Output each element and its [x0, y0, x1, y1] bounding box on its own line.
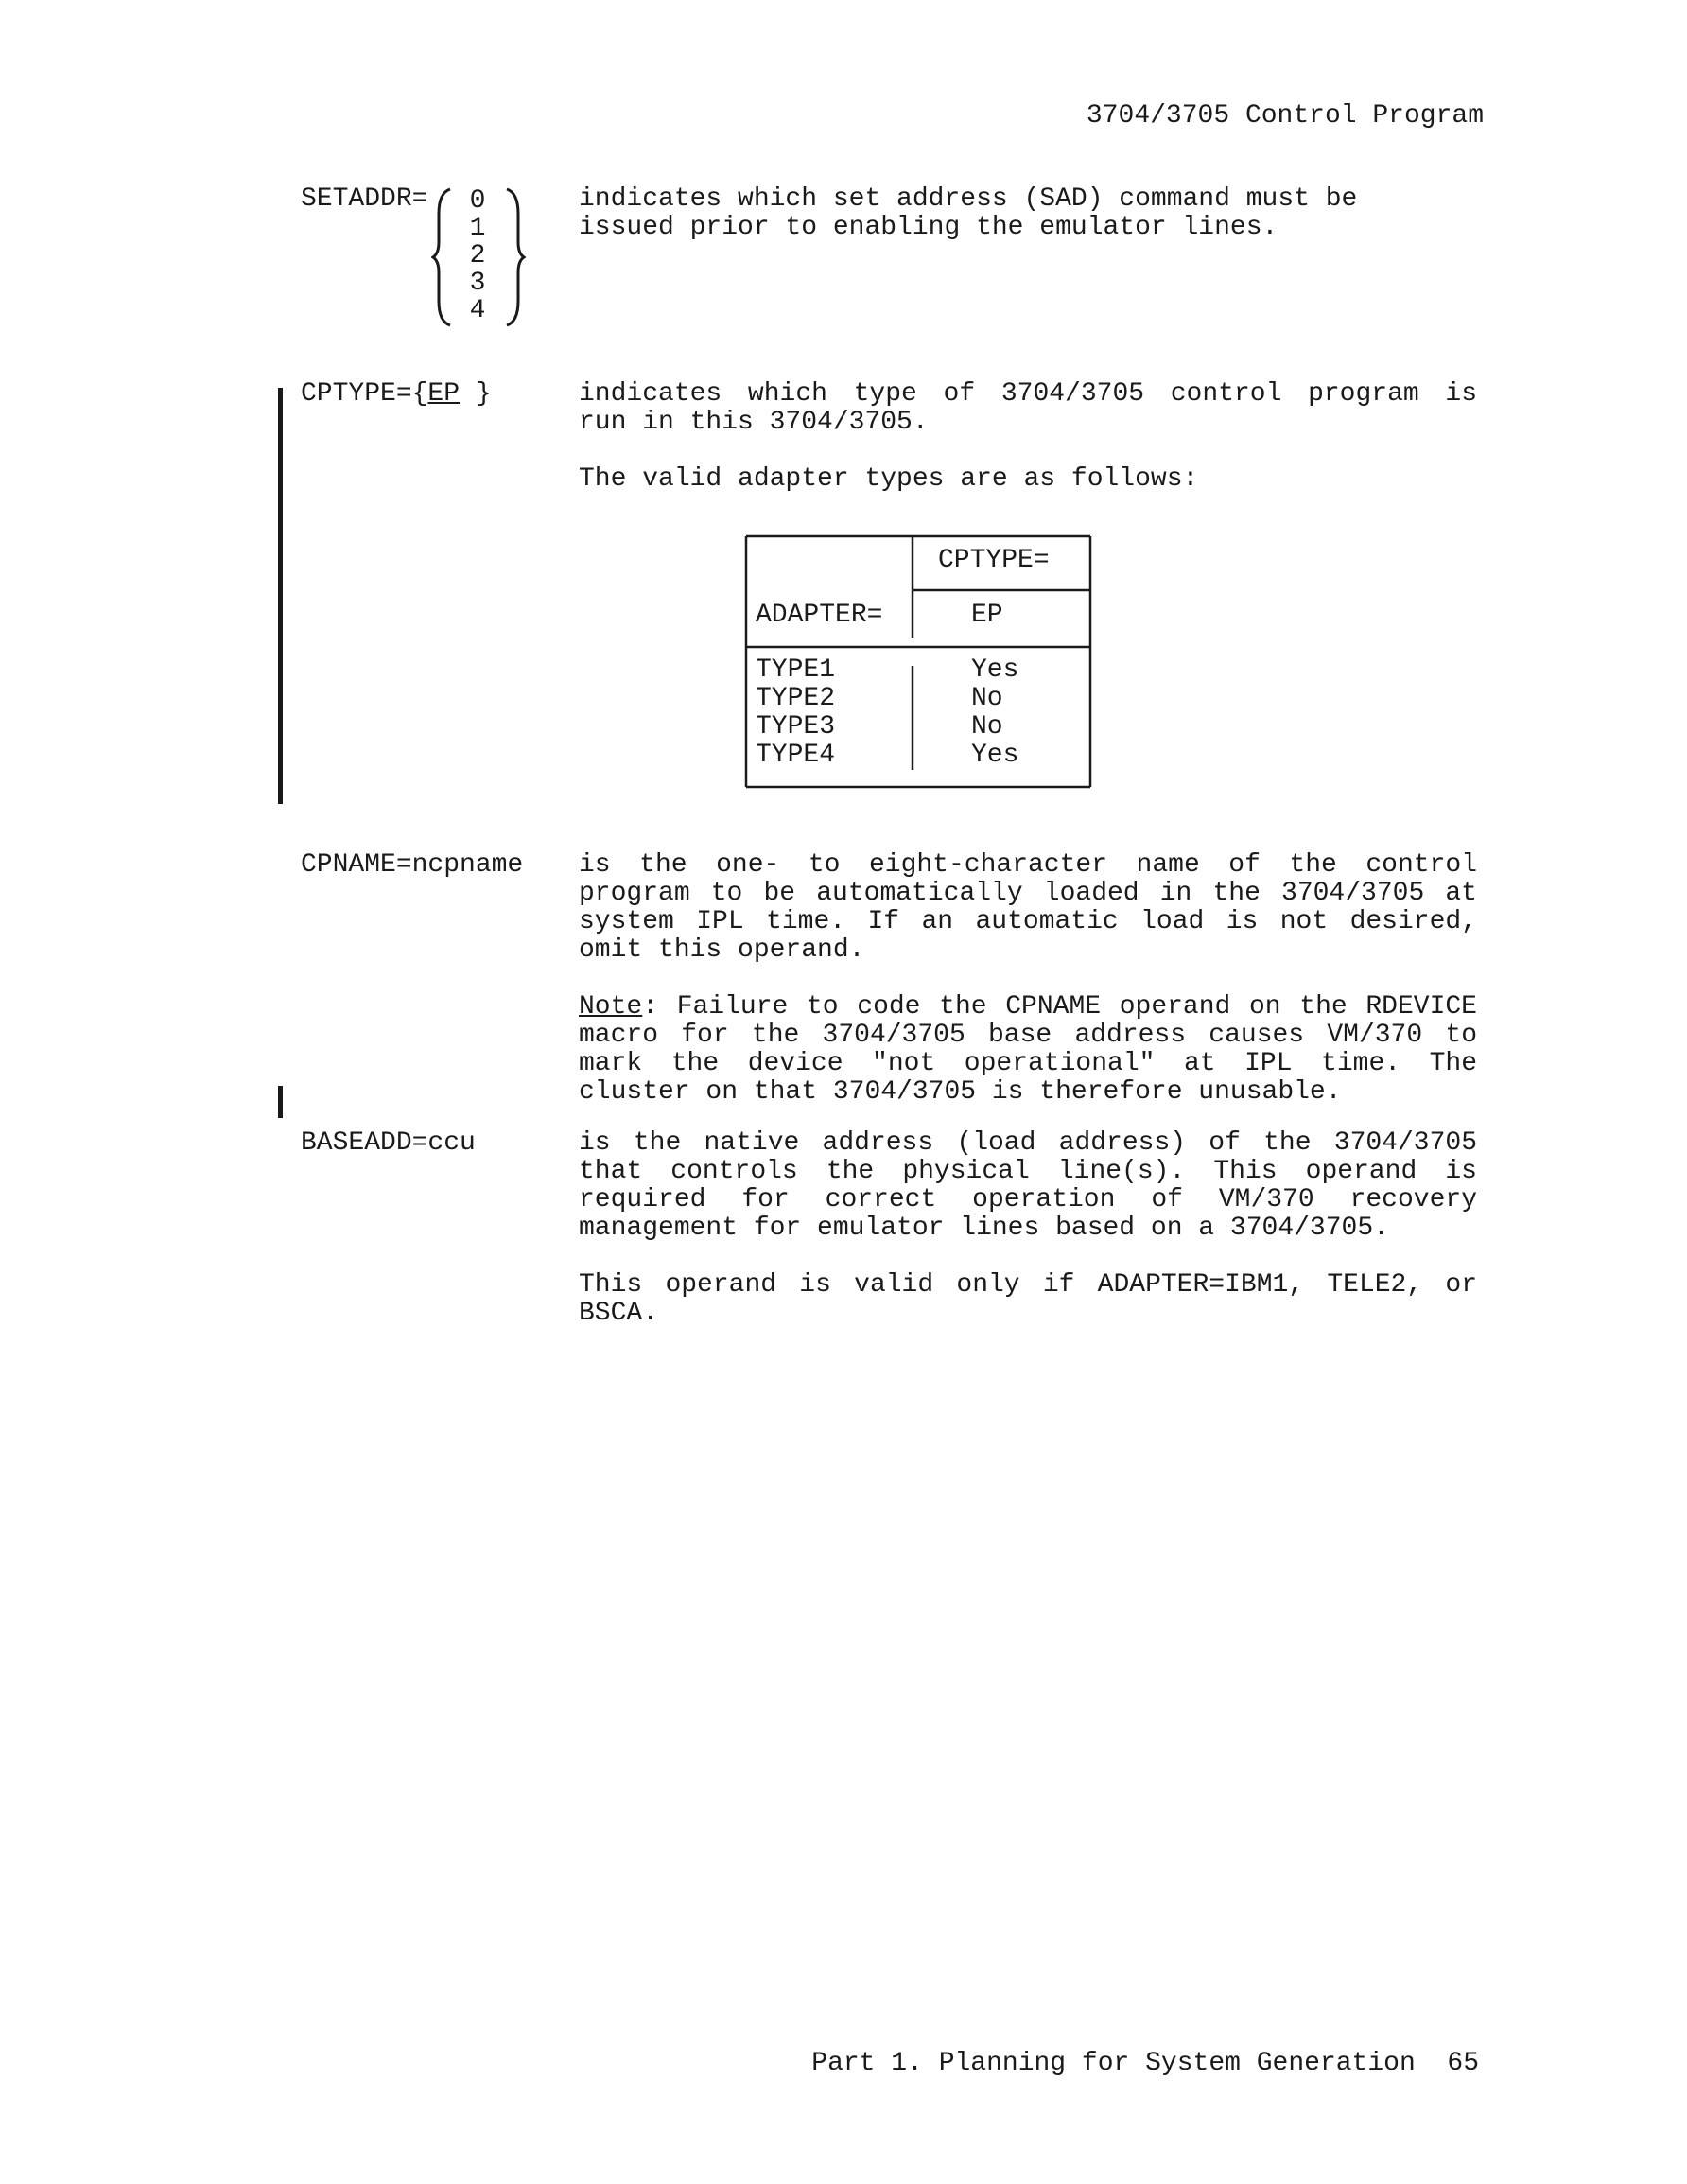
change-bar [278, 1086, 283, 1118]
setaddr-param: SETADDR= [301, 184, 428, 214]
table-header-cptype: CPTYPE= [938, 546, 1050, 575]
choice-value: 1 [469, 214, 486, 243]
text-line: run in this 3704/3705. [579, 408, 929, 437]
cptype-param [301, 380, 492, 409]
text-line: is the native address (load address) of the 3704/3705 [579, 1128, 1477, 1158]
text-line: macro for the 3704/3705 base address causes VM/370 to [579, 1021, 1477, 1050]
baseadd-param: BASEADD=ccu [301, 1128, 476, 1158]
table-cell-ep: Yes [971, 741, 1019, 770]
text-line: This operand is valid only if ADAPTER=IBM1, TELE2, or [579, 1270, 1477, 1300]
adapter-table [744, 533, 1092, 791]
cptype-default: EP [427, 379, 461, 409]
text-line: cluster on that 3704/3705 is therefore unusable. [579, 1077, 1342, 1107]
running-head: 3704/3705 Control Program [1086, 101, 1484, 131]
cptype-description [579, 380, 1477, 494]
table-cell-adapter: TYPE4 [756, 741, 836, 770]
text-line: omit this operand. [579, 935, 865, 965]
text-line: required for correct operation of VM/370 recovery [579, 1185, 1477, 1214]
table-subheader-ep: EP [971, 601, 1003, 630]
table-cell-adapter: TYPE2 [756, 684, 836, 713]
cptype-prefix: CPTYPE={ [301, 379, 428, 409]
text-line: system IPL time. If an automatic load is not desired, [579, 907, 1477, 936]
table-intro: The valid adapter types are as follows: [579, 464, 1199, 494]
text-line: issued prior to enabling the emulator lines. [579, 213, 1278, 242]
change-bar [278, 388, 283, 804]
footer-text: Part 1. Planning for System Generation [811, 2049, 1416, 2078]
baseadd-description [579, 1129, 1477, 1328]
page-footer [811, 2050, 1479, 2078]
table-cell-ep: Yes [971, 655, 1019, 685]
text-line: mark the device "not operational" at IPL time. The [579, 1049, 1477, 1078]
cpname-description [579, 851, 1477, 1107]
table-cell-adapter: TYPE1 [756, 655, 836, 685]
page-number: 65 [1447, 2049, 1479, 2078]
setaddr-choices [463, 187, 492, 324]
text-line: management for emulator lines based on a 3704/3705. [579, 1214, 1389, 1243]
choice-value: 4 [469, 296, 486, 325]
table-cell-adapter: TYPE3 [756, 712, 836, 742]
choice-value: 3 [469, 269, 486, 298]
note-label: Note [579, 992, 643, 1022]
choice-value: 2 [469, 241, 486, 271]
table-header-adapter: ADAPTER= [756, 601, 883, 630]
text-line: indicates which type of 3704/3705 control program is [579, 379, 1477, 409]
note-line [579, 993, 1477, 1022]
text-line: that controls the physical line(s). This operand is [579, 1157, 1477, 1186]
table-cell-ep: No [971, 712, 1003, 742]
note-text: : Failure to code the CPNAME operand on the RDEVICE [642, 992, 1477, 1022]
cptype-suffix: } [460, 379, 492, 409]
text-line: BSCA. [579, 1299, 659, 1328]
table-cell-ep: No [971, 684, 1003, 713]
choice-value: 0 [469, 186, 486, 216]
cpname-param: CPNAME=ncpname [301, 850, 524, 880]
text-line: indicates which set address (SAD) command must be [579, 184, 1358, 214]
text-line: program to be automatically loaded in the 3704/3705 at [579, 879, 1477, 908]
text-line: is the one- to eight-character name of the control [579, 850, 1477, 880]
setaddr-description [579, 185, 1477, 242]
